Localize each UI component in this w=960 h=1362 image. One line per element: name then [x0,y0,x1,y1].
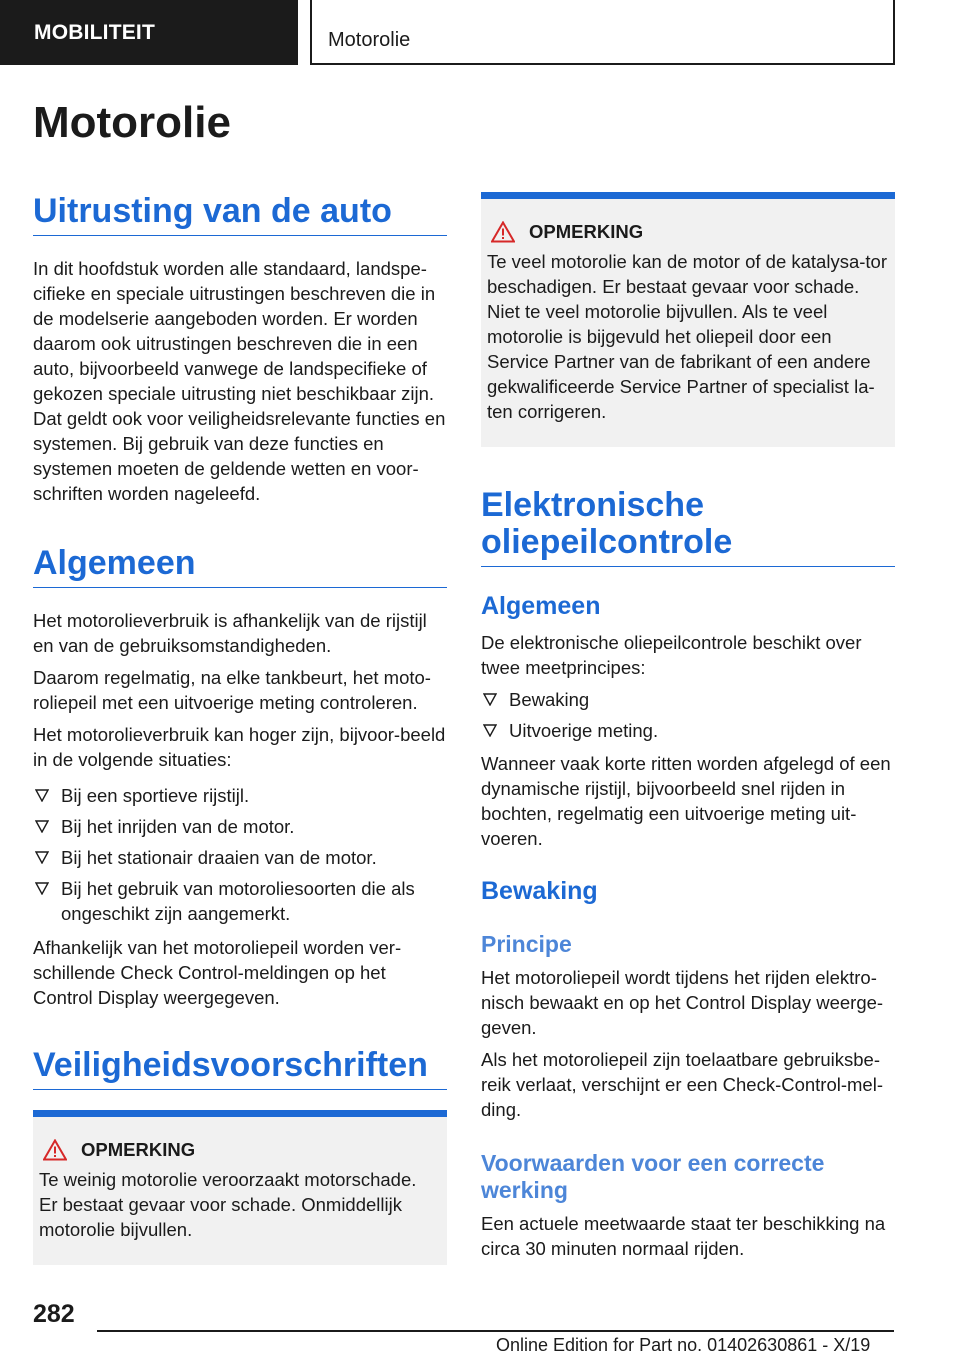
bewaking-text-block [481,965,895,1122]
warning-icon [491,221,515,243]
list-item: Bij een sportieve rijstijl. [33,783,447,808]
triangle-bullet-icon [35,850,49,864]
note-text: Te veel motorolie kan de motor of de katalysa-tor beschadigen. Er bestaat gevaar voor schade. Niet te veel motorolie bijvullen. Als te veel motorolie is bijgevuld het oliepeil door een Service Partner van de fabrikant of een andere gekwalificeerde Service Partner of specialist la-ten corrigeren. [487,251,887,422]
triangle-bullet-icon [35,881,49,895]
list-item: Bij het inrijden van de motor. [33,814,447,839]
triangle-bullet-icon [35,819,49,833]
heading-algemeen: Algemeen [33,544,447,588]
algemeen-p1: Het motorolieverbruik is afhankelijk van de rijstijl en van de gebruiksomstandigheden. [33,610,427,656]
chapter-tab: Motorolie [310,0,895,65]
list-item: Bij het gebruik van motoroliesoorten die als ongeschikt zijn aangemerkt. [33,876,447,926]
algemeen-p4-block [33,935,447,1010]
meetprincipes-bullet-list [481,687,895,749]
algemeen-p4: Afhankelijk van het motoroliepeil worden ver-schillende Check Control-meldingen op het Control Display weergegeven. [33,937,402,1008]
subheading-principe: Principe [481,931,572,957]
footer-edition: Online Edition for Part no. 01402630861 - X/19 [496,1335,871,1355]
heading-elektronische-oliepeilcontrole: Elektronische oliepeilcontrole [481,487,895,567]
warning-note-right [481,192,895,447]
list-item: Bewaking [481,687,895,712]
subheading-bewaking: Bewaking [481,877,598,905]
triangle-bullet-icon [483,723,497,737]
heading-veiligheidsvoorschriften: Veiligheidsvoorschriften [33,1046,447,1090]
list-item: Uitvoerige meting. [481,718,895,743]
uitrusting-paragraph [33,256,447,506]
voorwaarden-p3: Een actuele meetwaarde staat ter beschikking na circa 30 minuten normaal rijden. [481,1213,886,1259]
page-title: Motorolie [33,98,231,147]
subheading-voorwaarden: Voorwaarden voor een correcte werking [481,1150,825,1203]
warning-icon [43,1139,67,1161]
triangle-bullet-icon [483,692,497,706]
page-number: 282 [33,1300,75,1328]
algemeen-p3: Het motorolieverbruik kan hoger zijn, bijvoor-beeld in de volgende situaties: [33,724,446,770]
warning-note-left [33,1110,447,1265]
algemeen-text-block [33,608,447,772]
elektronisch-p2: Wanneer vaak korte ritten worden afgelegd of een dynamische rijstijl, bijvoorbeeld snel rijden in bochten, regelmatig een uitvoerige meting uit-voeren. [481,753,891,849]
note-text: Te weinig motorolie veroorzaakt motorschade. Er bestaat gevaar voor schade. Onmiddellijk motorolie bijvullen. [39,1169,417,1240]
list-item: Bij het stationair draaien van de motor. [33,845,447,870]
subheading-algemeen: Algemeen [481,592,601,620]
elektronisch-p1-block [481,630,895,680]
voorwaarden-text-block [481,1211,895,1261]
elektronisch-p2-block [481,751,895,851]
bewaking-p1: Het motoroliepeil wordt tijdens het rijden elektro-nisch bewaakt en op het Control Display weerge-geven. [481,967,884,1038]
note-header [491,221,887,243]
heading-uitrusting: Uitrusting van de auto [33,192,447,236]
bewaking-p2: Als het motoroliepeil zijn toelaatbare gebruiksbe-reik verlaat, verschijnt er een Check-Control-mel-ding. [481,1049,883,1120]
section-tab: MOBILITEIT [0,0,298,65]
footer-divider [97,1330,894,1332]
note-label: OPMERKING [529,221,644,242]
page-header [0,0,960,65]
note-label: OPMERKING [81,1139,196,1160]
uitrusting-text: In dit hoofdstuk worden alle standaard, landspe-cifieke en speciale uitrustingen beschreven die in de modelserie aangeboden worden. Er worden daarom ook uitrustingen beschreven die in een auto, bijvoorbeeld vanwege de landspecifieke of gekozen speciale uitrusting niet beschikbaar zijn. Dat geldt ook voor veiligheidsrelevante functies en systemen. Bij gebruik van deze functies en systemen moeten de geldende wetten en voor-schriften worden nageleefd. [33,258,446,504]
note-header [43,1139,439,1161]
elektronisch-p1: De elektronische oliepeilcontrole beschikt over twee meetprincipes: [481,632,862,678]
algemeen-p2: Daarom regelmatig, na elke tankbeurt, het moto-roliepeil met een uitvoerige meting controleren. [33,667,431,713]
triangle-bullet-icon [35,788,49,802]
algemeen-bullet-list [33,783,447,932]
